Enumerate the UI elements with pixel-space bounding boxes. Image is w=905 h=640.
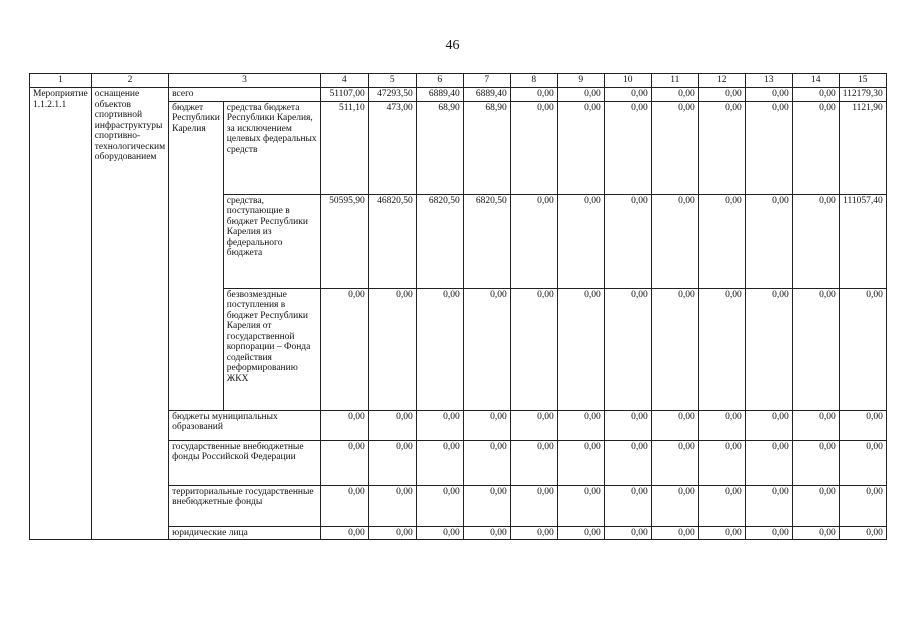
header-cell: 2	[91, 74, 168, 88]
value-cell: 0,00	[320, 288, 368, 410]
header-cell: 5	[368, 74, 416, 88]
value-cell: 111057,40	[839, 194, 886, 288]
header-cell: 14	[792, 74, 839, 88]
value-cell: 0,00	[604, 440, 651, 485]
value-cell: 0,00	[745, 440, 792, 485]
value-cell: 0,00	[510, 485, 557, 526]
value-cell: 0,00	[792, 101, 839, 194]
value-cell: 0,00	[368, 440, 416, 485]
funding-source-cell: всего	[169, 88, 321, 102]
value-cell: 0,00	[792, 440, 839, 485]
value-cell: 0,00	[416, 440, 463, 485]
funding-source-cell: государственные внебюджетные фонды Российской Федерации	[169, 440, 321, 485]
value-cell: 0,00	[745, 288, 792, 410]
funding-source-cell: территориальные государственные внебюджетные фонды	[169, 485, 321, 526]
value-cell: 0,00	[745, 410, 792, 440]
funding-source-cell: безвозмездные поступления в бюджет Республики Карелия от государственной корпорации – Фонда содействия реформированию ЖКХ	[223, 288, 320, 410]
value-cell: 6889,40	[416, 88, 463, 102]
value-cell: 0,00	[463, 440, 510, 485]
value-cell: 0,00	[604, 288, 651, 410]
value-cell: 51107,00	[320, 88, 368, 102]
value-cell: 0,00	[792, 194, 839, 288]
value-cell: 473,00	[368, 101, 416, 194]
value-cell: 0,00	[320, 526, 368, 540]
value-cell: 68,90	[416, 101, 463, 194]
value-cell: 0,00	[698, 440, 745, 485]
value-cell: 0,00	[510, 88, 557, 102]
page-number: 46	[445, 38, 460, 53]
value-cell: 0,00	[839, 440, 886, 485]
value-cell: 0,00	[698, 88, 745, 102]
value-cell: 0,00	[792, 88, 839, 102]
value-cell: 0,00	[792, 485, 839, 526]
value-cell: 0,00	[745, 485, 792, 526]
value-cell: 0,00	[510, 526, 557, 540]
value-cell: 0,00	[604, 88, 651, 102]
value-cell: 50595,90	[320, 194, 368, 288]
value-cell: 112179,30	[839, 88, 886, 102]
value-cell: 6820,50	[416, 194, 463, 288]
value-cell: 0,00	[463, 288, 510, 410]
header-row	[30, 74, 887, 88]
header-cell: 6	[416, 74, 463, 88]
table-body	[30, 74, 887, 540]
value-cell: 6889,40	[463, 88, 510, 102]
value-cell: 0,00	[651, 101, 698, 194]
value-cell: 0,00	[416, 485, 463, 526]
value-cell: 0,00	[651, 440, 698, 485]
header-cell: 4	[320, 74, 368, 88]
value-cell: 0,00	[604, 101, 651, 194]
value-cell: 0,00	[510, 101, 557, 194]
value-cell: 0,00	[839, 485, 886, 526]
header-cell: 8	[510, 74, 557, 88]
header-cell: 1	[30, 74, 92, 88]
value-cell: 0,00	[463, 526, 510, 540]
value-cell: 0,00	[792, 288, 839, 410]
value-cell: 0,00	[839, 526, 886, 540]
value-cell: 0,00	[557, 410, 604, 440]
value-cell: 0,00	[557, 194, 604, 288]
value-cell: 0,00	[557, 288, 604, 410]
funding-source-cell: юридические лица	[169, 526, 321, 540]
value-cell: 0,00	[368, 526, 416, 540]
value-cell: 0,00	[320, 440, 368, 485]
value-cell: 0,00	[320, 485, 368, 526]
value-cell: 0,00	[698, 194, 745, 288]
value-cell: 0,00	[416, 410, 463, 440]
header-cell: 11	[651, 74, 698, 88]
value-cell: 0,00	[416, 526, 463, 540]
header-cell: 10	[604, 74, 651, 88]
value-cell: 0,00	[368, 485, 416, 526]
value-cell: 0,00	[604, 194, 651, 288]
value-cell: 0,00	[651, 410, 698, 440]
value-cell: 0,00	[463, 410, 510, 440]
value-cell: 0,00	[698, 485, 745, 526]
funding-source-cell: средства бюджета Республики Карелия, за исключением целевых федеральных средств	[223, 101, 320, 194]
value-cell: 47293,50	[368, 88, 416, 102]
value-cell: 0,00	[651, 194, 698, 288]
value-cell: 68,90	[463, 101, 510, 194]
value-cell: 0,00	[510, 440, 557, 485]
value-cell: 0,00	[745, 194, 792, 288]
value-cell: 0,00	[651, 526, 698, 540]
value-cell: 0,00	[557, 485, 604, 526]
header-cell: 7	[463, 74, 510, 88]
value-cell: 0,00	[510, 288, 557, 410]
value-cell: 0,00	[698, 410, 745, 440]
budget-table	[29, 73, 887, 540]
value-cell: 0,00	[651, 288, 698, 410]
value-cell: 0,00	[604, 410, 651, 440]
value-cell: 0,00	[651, 485, 698, 526]
header-cell: 15	[839, 74, 886, 88]
header-cell: 9	[557, 74, 604, 88]
value-cell: 0,00	[698, 288, 745, 410]
value-cell: 0,00	[416, 288, 463, 410]
value-cell: 0,00	[368, 288, 416, 410]
value-cell: 511,10	[320, 101, 368, 194]
event-code-cell: Мероприятие 1.1.2.1.1	[30, 88, 92, 540]
value-cell: 6820,50	[463, 194, 510, 288]
value-cell: 0,00	[745, 88, 792, 102]
value-cell: 0,00	[368, 410, 416, 440]
value-cell: 0,00	[792, 526, 839, 540]
value-cell: 0,00	[745, 101, 792, 194]
funding-group-cell: бюджет Республики Карелия	[169, 101, 224, 410]
value-cell: 0,00	[510, 410, 557, 440]
value-cell: 0,00	[651, 88, 698, 102]
event-name-cell: оснащение объектов спортивной инфраструктуры спортивно-технологическим оборудованием	[91, 88, 168, 540]
value-cell: 1121,90	[839, 101, 886, 194]
value-cell: 0,00	[604, 526, 651, 540]
value-cell: 0,00	[839, 410, 886, 440]
value-cell: 0,00	[557, 88, 604, 102]
value-cell: 0,00	[557, 101, 604, 194]
header-cell: 13	[745, 74, 792, 88]
value-cell: 0,00	[604, 485, 651, 526]
value-cell: 0,00	[510, 194, 557, 288]
funding-source-cell: средства, поступающие в бюджет Республики Карелия из федерального бюджета	[223, 194, 320, 288]
value-cell: 0,00	[745, 526, 792, 540]
header-cell: 3	[169, 74, 321, 88]
value-cell: 0,00	[839, 288, 886, 410]
value-cell: 0,00	[557, 440, 604, 485]
value-cell: 46820,50	[368, 194, 416, 288]
table-row	[30, 88, 887, 102]
value-cell: 0,00	[698, 101, 745, 194]
header-cell: 12	[698, 74, 745, 88]
value-cell: 0,00	[320, 410, 368, 440]
funding-source-cell: бюджеты муниципальных образований	[169, 410, 321, 440]
value-cell: 0,00	[792, 410, 839, 440]
value-cell: 0,00	[698, 526, 745, 540]
value-cell: 0,00	[463, 485, 510, 526]
value-cell: 0,00	[557, 526, 604, 540]
